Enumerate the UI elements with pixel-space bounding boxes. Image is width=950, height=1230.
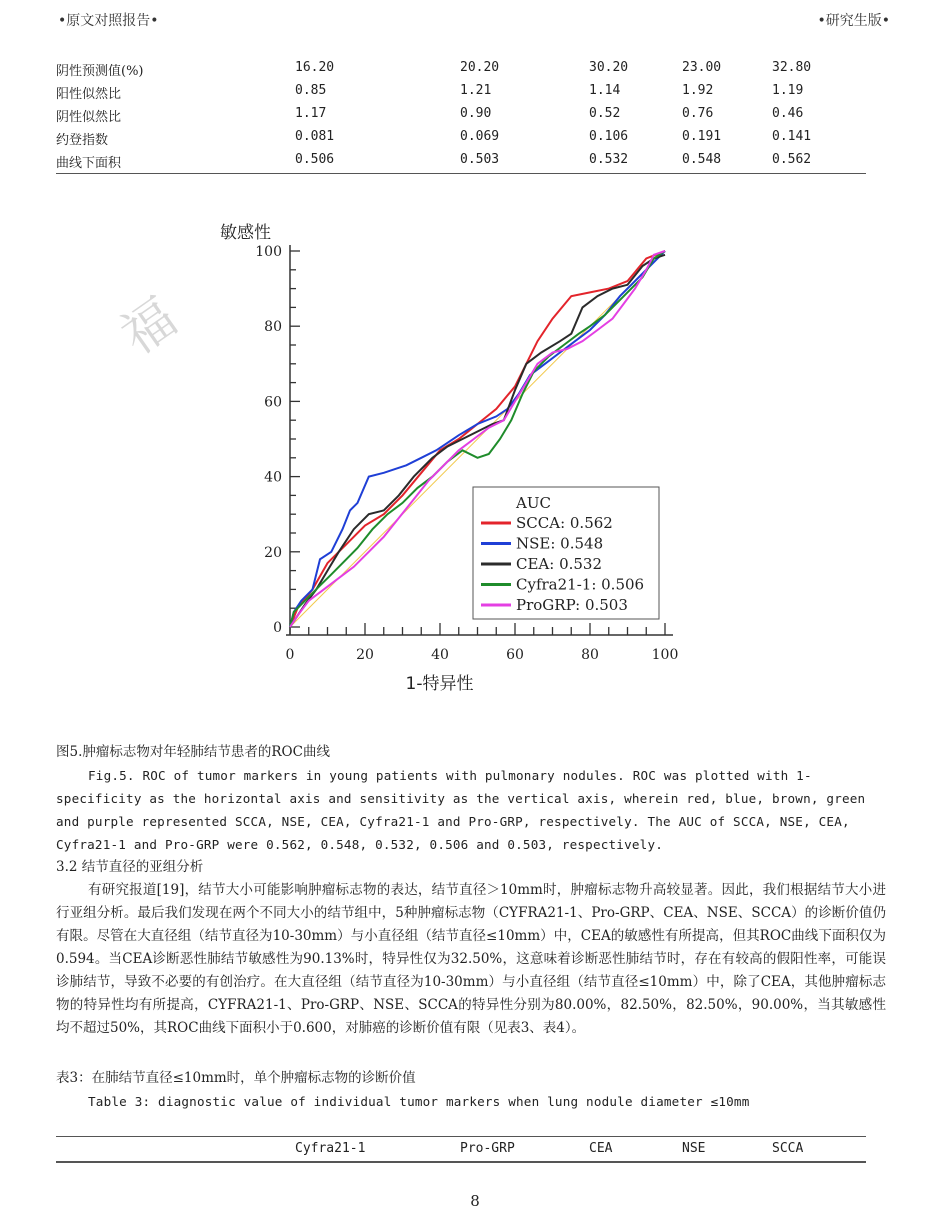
y-axis-label: 敏感性 bbox=[220, 223, 271, 243]
table-cell: 0.85 bbox=[295, 83, 327, 98]
legend-entry: Cyfra21-1: 0.506 bbox=[516, 575, 645, 594]
table-header-cell: Cyfra21-1 bbox=[295, 1141, 366, 1156]
section-heading: 3.2 结节直径的亚组分析 bbox=[56, 859, 204, 875]
table-cell: 0.191 bbox=[682, 129, 722, 144]
table-cell: 曲线下面积 bbox=[56, 156, 122, 171]
y-tick-label: 60 bbox=[264, 394, 282, 411]
table-cell: 0.46 bbox=[772, 106, 804, 121]
table-cell: 0.52 bbox=[589, 106, 621, 121]
table-row bbox=[56, 106, 866, 129]
table3-header-rule bbox=[56, 1161, 866, 1163]
table3-title-en: Table 3: diagnostic value of individual tumor markers when lung nodule diameter ≤10mm bbox=[88, 1094, 750, 1109]
y-tick-label: 100 bbox=[255, 244, 282, 260]
table-cell: 23.00 bbox=[682, 60, 722, 75]
table3-top-rule bbox=[56, 1136, 866, 1137]
table-cell: 0.76 bbox=[682, 106, 714, 121]
x-axis-label: 1-特异性 bbox=[405, 674, 474, 694]
table-cell: 0.506 bbox=[295, 152, 335, 167]
table-header-cell: CEA bbox=[589, 1141, 613, 1156]
table-cell: 1.21 bbox=[460, 83, 492, 98]
table-header-cell: NSE bbox=[682, 1141, 706, 1156]
table-cell: 0.90 bbox=[460, 106, 492, 121]
table3-title-cn: 表3：在肺结节直径≤10mm时，单个肿瘤标志物的诊断价值 bbox=[56, 1070, 416, 1086]
table-cell: 1.92 bbox=[682, 83, 714, 98]
section-paragraph: 有研究报道[19]，结节大小可能影响肿瘤标志物的表达，结节直径＞10mm时，肿瘤标志物升高较显著。因此，我们根据结节大小进行亚组分析。最后我们发现在两个不同大小的结节组中，5种肿瘤标志物（CYFRA21-1、Pro-GRP、CEA、NSE、SCCA）的诊断价值仍有限。尽管在大直径组（结节直径为10-30mm）与小直径组（结节直径≤10mm）中，CEA的敏感性有所提高，但其ROC曲线下面积仅为0.594。当CEA诊断恶性肺结节敏感性为90.13%时，特异性仅为32.50%，这意味着诊断恶性肺结节时，存在有较高的假阳性率，可能误诊肺结节，导致不必要的有创治疗。在大直径组（结节直径为10-30mm）与小直径组（结节直径≤10mm）中，除了CEA，其他肿瘤标志物的特异性均有所提高，CYFRA21-1、Pro-GRP、NSE、SCCA的特异性分别为80.00%，82.50%，82.50%，90.00%，当其敏感性均不超过50%，其ROC曲线下面积小于0.600，对肺癌的诊断价值有限（见表3、表4）。 bbox=[56, 882, 886, 1036]
table-cell: 0.106 bbox=[589, 129, 629, 144]
watermark: 福 bbox=[110, 287, 188, 367]
table-row bbox=[56, 83, 866, 106]
table-cell: 1.17 bbox=[295, 106, 327, 121]
table-cell: 1.19 bbox=[772, 83, 804, 98]
table-cell: 16.20 bbox=[295, 60, 335, 75]
table-cell: 阳性似然比 bbox=[56, 87, 122, 102]
y-tick-label: 20 bbox=[264, 544, 282, 561]
legend-entry: SCCA: 0.562 bbox=[516, 514, 613, 532]
table-cell: 阴性预测值(%) bbox=[56, 64, 144, 79]
y-tick-label: 80 bbox=[264, 319, 282, 336]
legend-entry: CEA: 0.532 bbox=[516, 555, 603, 573]
table-cell: 30.20 bbox=[589, 60, 629, 75]
table-cell: 0.503 bbox=[460, 152, 500, 167]
table-cell: 20.20 bbox=[460, 60, 500, 75]
table-row bbox=[56, 152, 866, 175]
y-tick-label: 0 bbox=[273, 620, 282, 636]
table-row bbox=[56, 129, 866, 152]
legend-entry: NSE: 0.548 bbox=[516, 534, 604, 553]
x-tick-label: 80 bbox=[581, 647, 599, 663]
table-cell: 0.141 bbox=[772, 129, 812, 144]
legend-title: AUC bbox=[516, 494, 551, 512]
table-cell: 0.532 bbox=[589, 152, 629, 167]
table-cell: 0.081 bbox=[295, 129, 335, 144]
y-tick-label: 40 bbox=[264, 469, 282, 486]
page-number: 8 bbox=[470, 1192, 480, 1210]
figure-caption-en: Fig.5. ROC of tumor markers in young patients with pulmonary nodules. ROC was plotted with 1-specificity as the horizontal axis and sensitivity as the vertical axis, wherein red, blue, brown, green and purple represented SCCA, NSE, CEA, Cyfra21-1 and Pro-GRP, respectively. The AUC of SCCA, NSE, CEA, Cyfra21-1 and Pro-GRP were 0.562, 0.548, 0.532, 0.506 and 0.503, respectively. bbox=[56, 768, 866, 852]
x-tick-label: 20 bbox=[356, 647, 374, 663]
table-cell: 1.14 bbox=[589, 83, 621, 98]
table-cell: 0.069 bbox=[460, 129, 500, 144]
figure-caption-cn: 图5.肿瘤标志物对年轻肺结节患者的ROC曲线 bbox=[56, 744, 330, 760]
table-cell: 32.80 bbox=[772, 60, 812, 75]
table-bottom-rule bbox=[56, 173, 866, 174]
table-cell: 阴性似然比 bbox=[56, 110, 122, 125]
running-header-right: •研究生版• bbox=[817, 13, 890, 29]
legend-entry: ProGRP: 0.503 bbox=[516, 596, 628, 614]
table-cell: 0.548 bbox=[682, 152, 722, 167]
table-row bbox=[56, 60, 866, 83]
table-header-cell: Pro-GRP bbox=[460, 1141, 515, 1156]
x-tick-label: 0 bbox=[285, 647, 295, 663]
running-header-left: •原文对照报告• bbox=[58, 13, 159, 29]
x-tick-label: 100 bbox=[651, 647, 679, 663]
table-header-cell: SCCA bbox=[772, 1141, 804, 1156]
x-tick-label: 40 bbox=[431, 647, 449, 663]
x-tick-label: 60 bbox=[506, 647, 524, 663]
table-cell: 0.562 bbox=[772, 152, 812, 167]
table-cell: 约登指数 bbox=[56, 133, 109, 148]
roc-chart bbox=[205, 212, 705, 702]
